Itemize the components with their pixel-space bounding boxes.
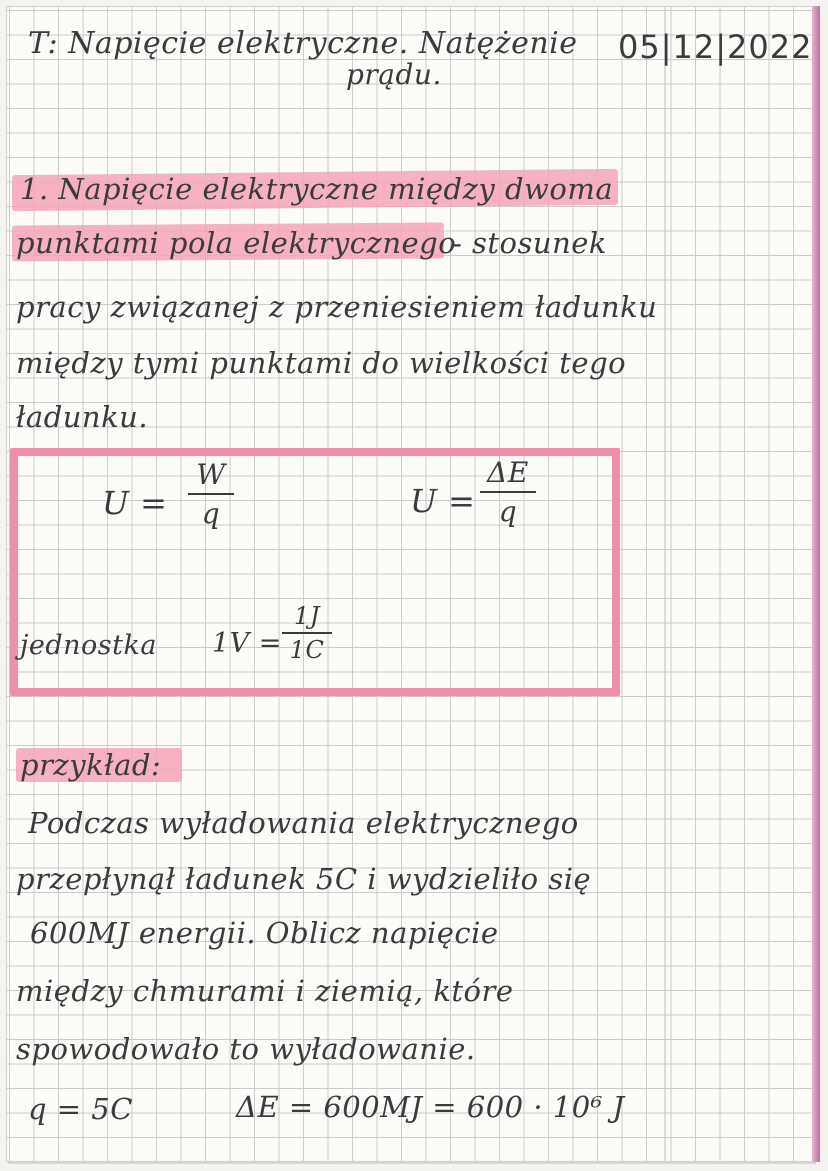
formula-2-fraction — [480, 456, 536, 528]
notebook-page — [6, 6, 814, 1162]
unit-fraction — [282, 602, 332, 664]
example-line-2: przepłynął ładunek 5C i wydzieliło się — [16, 862, 592, 896]
unit-numerator: 1J — [294, 602, 320, 630]
formula-2-numerator: ΔE — [487, 456, 529, 489]
definition-line-5: ładunku. — [16, 400, 149, 434]
formula-1-numerator: W — [196, 458, 226, 491]
definition-title-2: punktami pola elektrycznego — [16, 226, 457, 260]
formula-1-denominator: q — [201, 497, 221, 530]
formula-2-lhs: U = — [410, 482, 476, 520]
fraction-bar — [282, 632, 332, 634]
topic-line-1: T: Napięcie elektryczne. Natężenie — [28, 26, 578, 61]
example-line-4: między chmurami i ziemią, które — [16, 974, 514, 1008]
unit-label: jednostka — [20, 630, 157, 661]
fraction-bar — [188, 493, 234, 495]
fraction-bar — [480, 491, 536, 493]
definition-title-1: 1. Napięcie elektryczne między dwoma — [20, 172, 614, 206]
unit-lhs: 1V = — [212, 628, 282, 659]
formula-2-denominator: q — [498, 495, 518, 528]
definition-line-4: między tymi punktami do wielkości tego — [16, 346, 627, 380]
margin-line — [664, 6, 666, 1162]
given-energy: ΔE = 600MJ = 600 · 10⁶ J — [236, 1090, 625, 1124]
definition-text-1: - stosunek — [452, 226, 607, 260]
unit-denominator: 1C — [289, 636, 325, 664]
given-charge: q = 5C — [28, 1092, 133, 1126]
topic-line-2: prądu. — [346, 58, 442, 91]
example-line-3: 600MJ energii. Oblicz napięcie — [30, 916, 499, 950]
example-line-5: spowodowało to wyładowanie. — [16, 1032, 476, 1066]
date: 05|12|2022 — [618, 28, 813, 66]
example-line-1: Podczas wyładowania elektrycznego — [28, 806, 579, 840]
formula-1-fraction — [188, 458, 234, 530]
page-edge — [812, 6, 820, 1162]
formula-1-lhs: U = — [102, 484, 168, 522]
example-heading: przykład: — [20, 748, 162, 782]
definition-line-3: pracy związanej z przeniesieniem ładunku — [16, 290, 658, 324]
